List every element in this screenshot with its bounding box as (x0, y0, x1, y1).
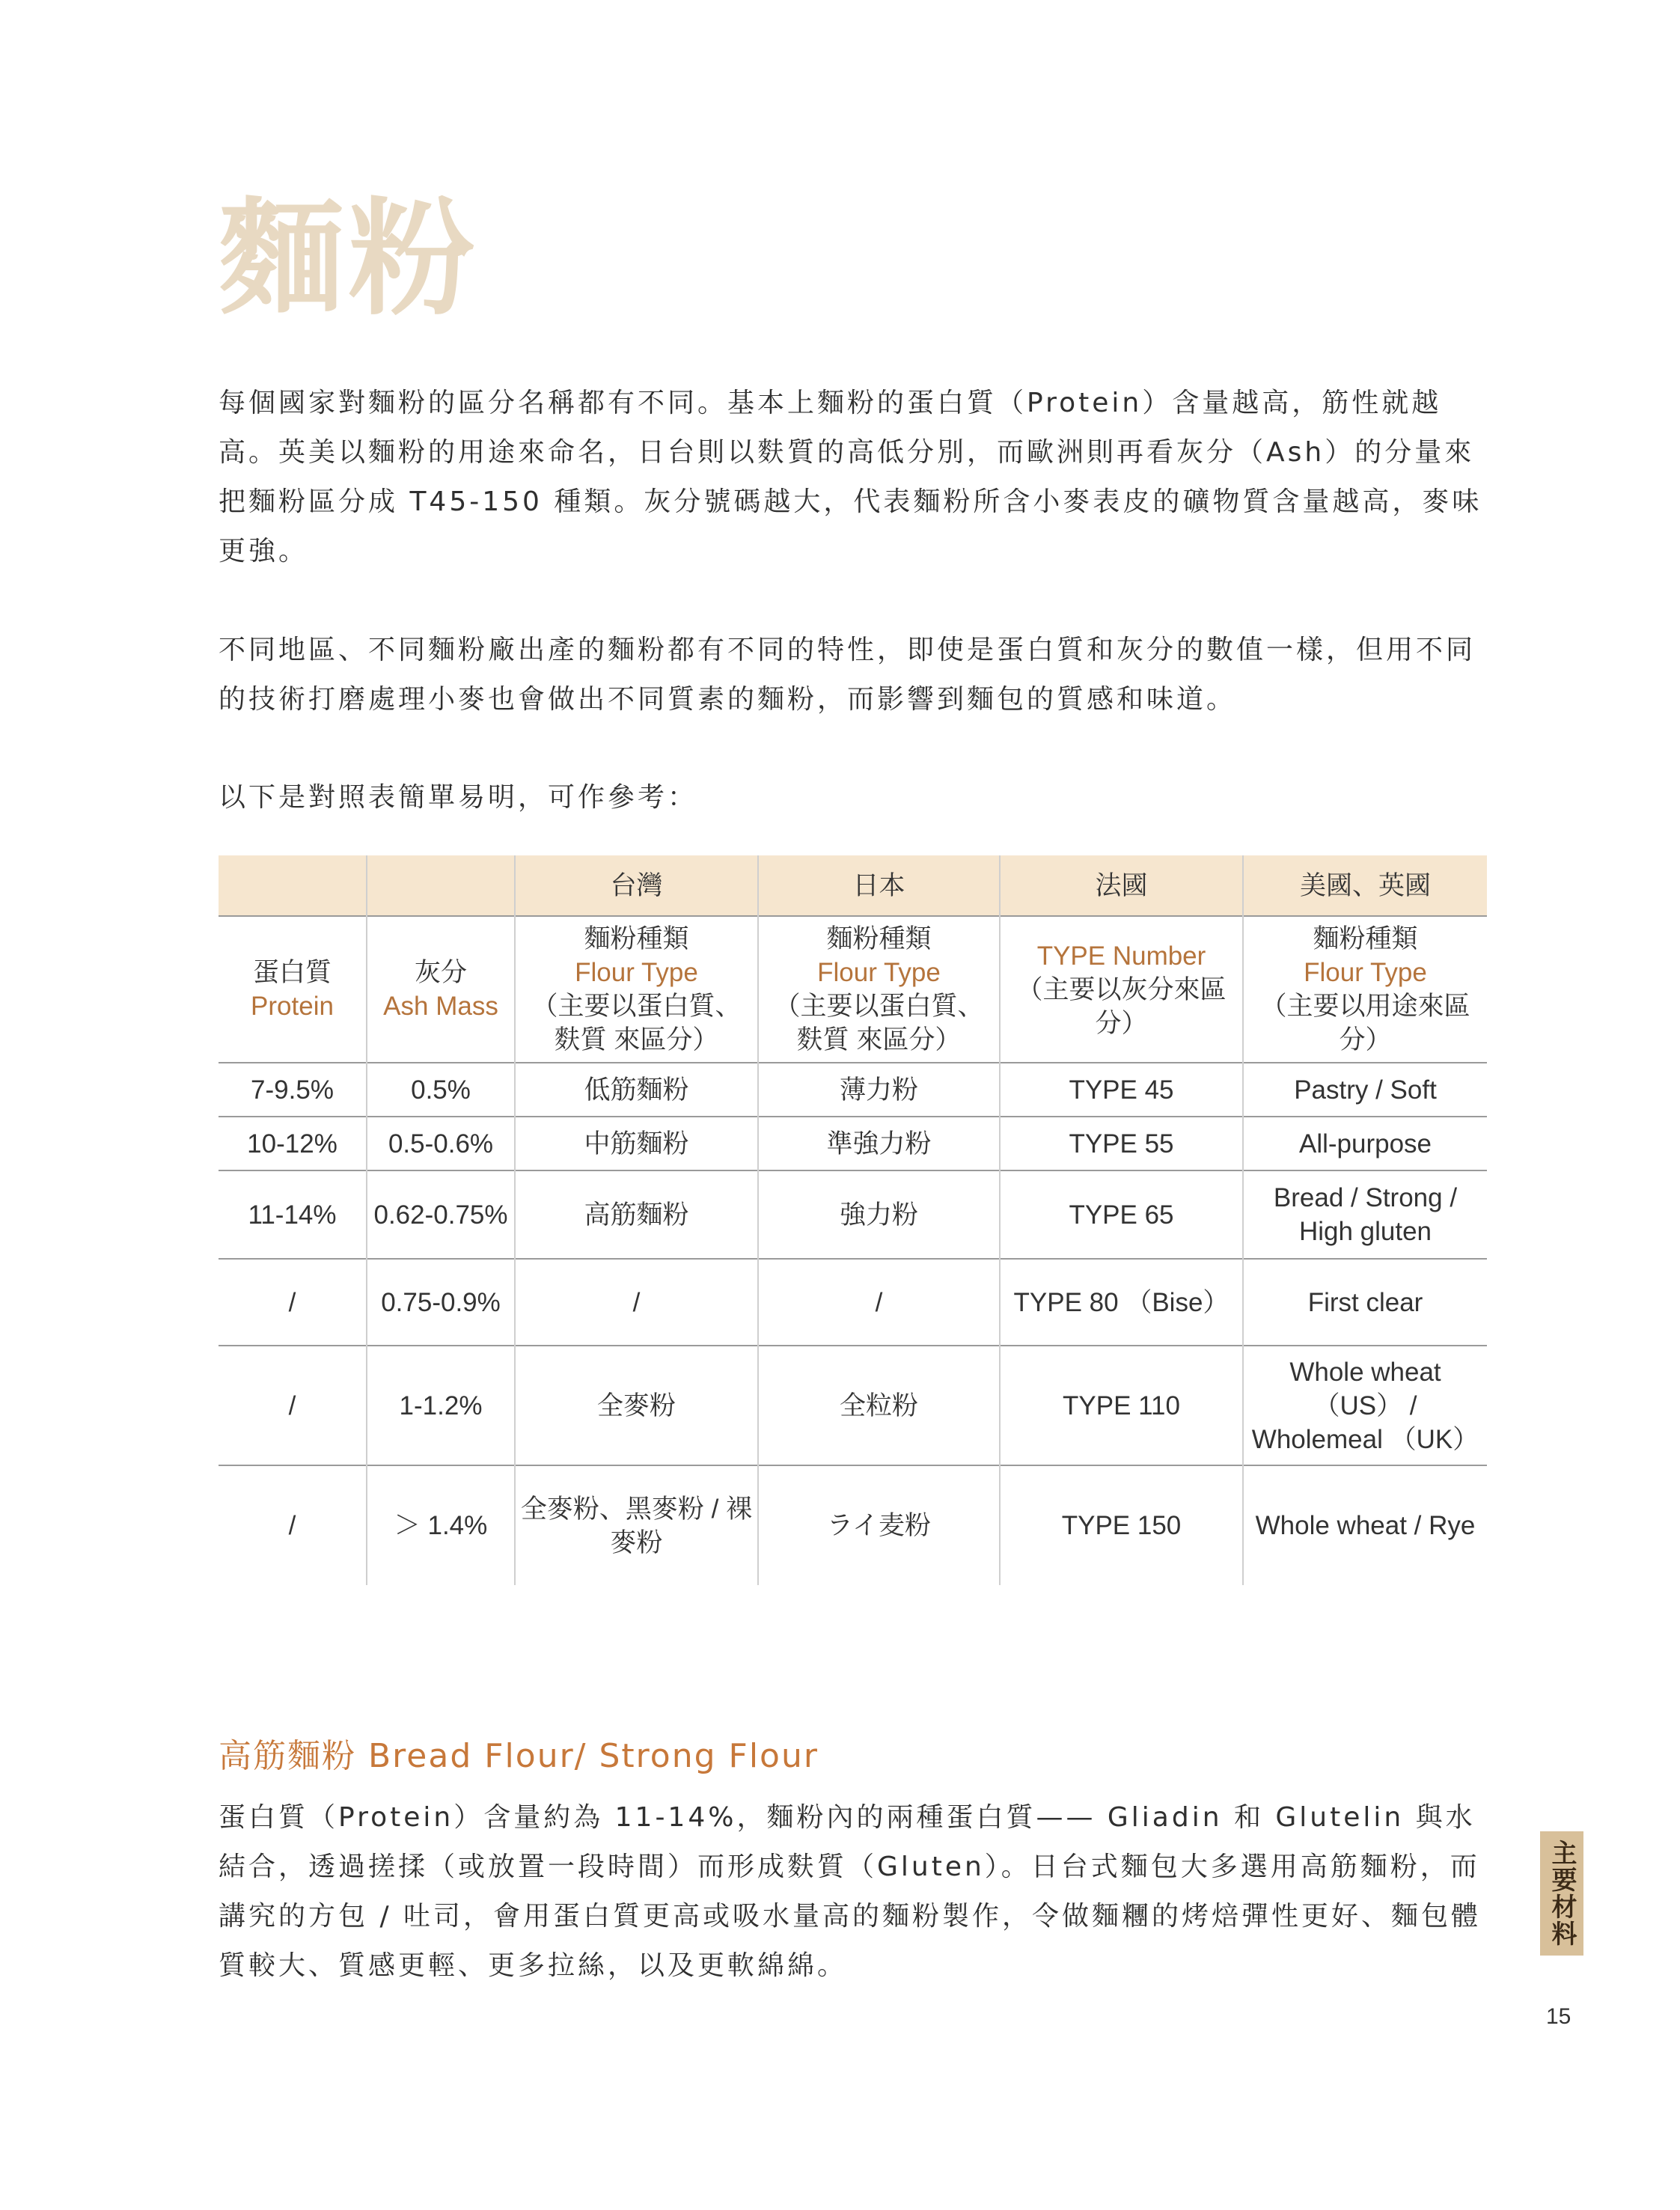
page-number: 15 (1546, 2004, 1571, 2029)
taiwan-type-header (515, 916, 758, 1063)
us-type-header (1243, 916, 1487, 1063)
table-cell: 中筋麵粉 (515, 1117, 758, 1170)
table-cell: 10-12% (219, 1117, 367, 1170)
table-cell: / (758, 1259, 1000, 1346)
table-cell: TYPE 45 (1000, 1063, 1243, 1117)
table-cell: 薄力粉 (758, 1063, 1000, 1117)
protein-label-zh: 蛋白質 (252, 958, 332, 987)
table-subheader-row (219, 916, 1487, 1063)
table-cell: ライ麦粉 (758, 1465, 1000, 1585)
us-type-note: （主要以用途來區分） (1260, 992, 1470, 1054)
header-taiwan: 台灣 (515, 855, 758, 916)
tw-type-en: Flour Type (575, 958, 698, 987)
header-cell (367, 855, 515, 916)
section-heading: 高筋麵粉 Bread Flour/ Strong Flour (219, 1737, 819, 1775)
table-cell: 準強力粉 (758, 1117, 1000, 1170)
fr-type-note: （主要以灰分來區分） (1016, 974, 1227, 1038)
table-cell: 強力粉 (758, 1170, 1000, 1259)
table-header-row (219, 855, 1487, 916)
header-japan: 日本 (758, 855, 1000, 916)
france-type-header (1000, 916, 1243, 1063)
table-row (219, 1117, 1487, 1170)
table-cell: / (219, 1465, 367, 1585)
tw-type-zh: 麵粉種類 (584, 924, 689, 953)
table-cell: 全粒粉 (758, 1346, 1000, 1465)
variation-paragraph: 不同地區、不同麵粉廠出產的麵粉都有不同的特性，即使是蛋白質和灰分的數值一樣，但用不同的技術打磨處理小麥也會做出不同質素的麵粉，而影響到麵包的質感和味道。 (219, 635, 1476, 715)
table-cell: First clear (1243, 1259, 1487, 1346)
chapter-tab: 主要材料 (1540, 1831, 1583, 1956)
us-type-en: Flour Type (1304, 958, 1427, 987)
japan-type-header (758, 916, 1000, 1063)
table-cell: All-purpose (1243, 1117, 1487, 1170)
table-cell: 低筋麵粉 (515, 1063, 758, 1117)
us-type-zh: 麵粉種類 (1313, 924, 1418, 953)
table-cell: TYPE 55 (1000, 1117, 1243, 1170)
table-cell: TYPE 80 （Bise） (1000, 1259, 1243, 1346)
table-cell: TYPE 150 (1000, 1465, 1243, 1585)
table-cell: 高筋麵粉 (515, 1170, 758, 1259)
header-cell (219, 855, 367, 916)
table-cell: 0.5% (367, 1063, 515, 1117)
table-cell: 0.62-0.75% (367, 1170, 515, 1259)
ash-label-en: Ash Mass (383, 992, 498, 1021)
table-cell: 11-14% (219, 1170, 367, 1259)
table-row (219, 1465, 1487, 1585)
table-cell: Whole wheat / Rye (1243, 1465, 1487, 1585)
ash-header (367, 916, 515, 1063)
fr-type-en: TYPE Number (1036, 941, 1206, 971)
table-cell: Whole wheat（US） / Wholemeal （UK） (1243, 1346, 1487, 1465)
protein-header (219, 916, 367, 1063)
table-cell: 7-9.5% (219, 1063, 367, 1117)
table-row (219, 1063, 1487, 1117)
jp-type-zh: 麵粉種類 (826, 924, 932, 953)
table-cell: / (515, 1259, 758, 1346)
table-cell: 0.75-0.9% (367, 1259, 515, 1346)
intro-paragraph: 每個國家對麵粉的區分名稱都有不同。基本上麵粉的蛋白質（Protein）含量越高，筋性就越高。英美以麵粉的用途來命名，日台則以麩質的高低分別，而歐洲則再看灰分（Ash）的分量來把麵粉區分成 T45-150 種類。灰分號碼越大，代表麵粉所含小麥表皮的礦物質含量越高，麥味更強。 (219, 388, 1482, 567)
table-cell: TYPE 65 (1000, 1170, 1243, 1259)
tw-type-note: （主要以蛋白質、麩質 來區分） (531, 992, 742, 1054)
bread-flour-paragraph: 蛋白質（Protein）含量約為 11-14%，麵粉內的兩種蛋白質—— Gliadin 和 Glutelin 與水結合，透過搓揉（或放置一段時間）而形成麩質（Gluten）。日台式麵包大多選用高筋麵粉，而講究的方包 / 吐司，會用蛋白質更高或吸水量高的麵粉製作，令做麵糰的烤焙彈性更好、麵包體質較大、質感更輕、更多拉絲，以及更軟綿綿。 (219, 1802, 1482, 1981)
table-cell: ＞ 1.4% (367, 1465, 515, 1585)
header-france: 法國 (1000, 855, 1243, 916)
table-cell: / (219, 1346, 367, 1465)
table-row (219, 1346, 1487, 1465)
table-cell: TYPE 110 (1000, 1346, 1243, 1465)
table-intro: 以下是對照表簡單易明，可作參考： (219, 782, 698, 813)
table-row (219, 1259, 1487, 1346)
table-cell: / (219, 1259, 367, 1346)
flour-comparison-table (219, 855, 1487, 1585)
table-cell: 1-1.2% (367, 1346, 515, 1465)
ash-label-zh: 灰分 (414, 958, 467, 987)
table-cell: 全麥粉、黑麥粉 / 裸麥粉 (515, 1465, 758, 1585)
header-us-uk: 美國、英國 (1243, 855, 1487, 916)
table-cell: 全麥粉 (515, 1346, 758, 1465)
page-title: 麵粉 (219, 186, 479, 332)
jp-type-note: （主要以蛋白質、麩質 來區分） (774, 992, 984, 1054)
table-cell: Bread / Strong / High gluten (1243, 1170, 1487, 1259)
protein-label-en: Protein (251, 992, 334, 1021)
jp-type-en: Flour Type (817, 958, 941, 987)
table-row (219, 1170, 1487, 1259)
table-cell: Pastry / Soft (1243, 1063, 1487, 1117)
table-cell: 0.5-0.6% (367, 1117, 515, 1170)
